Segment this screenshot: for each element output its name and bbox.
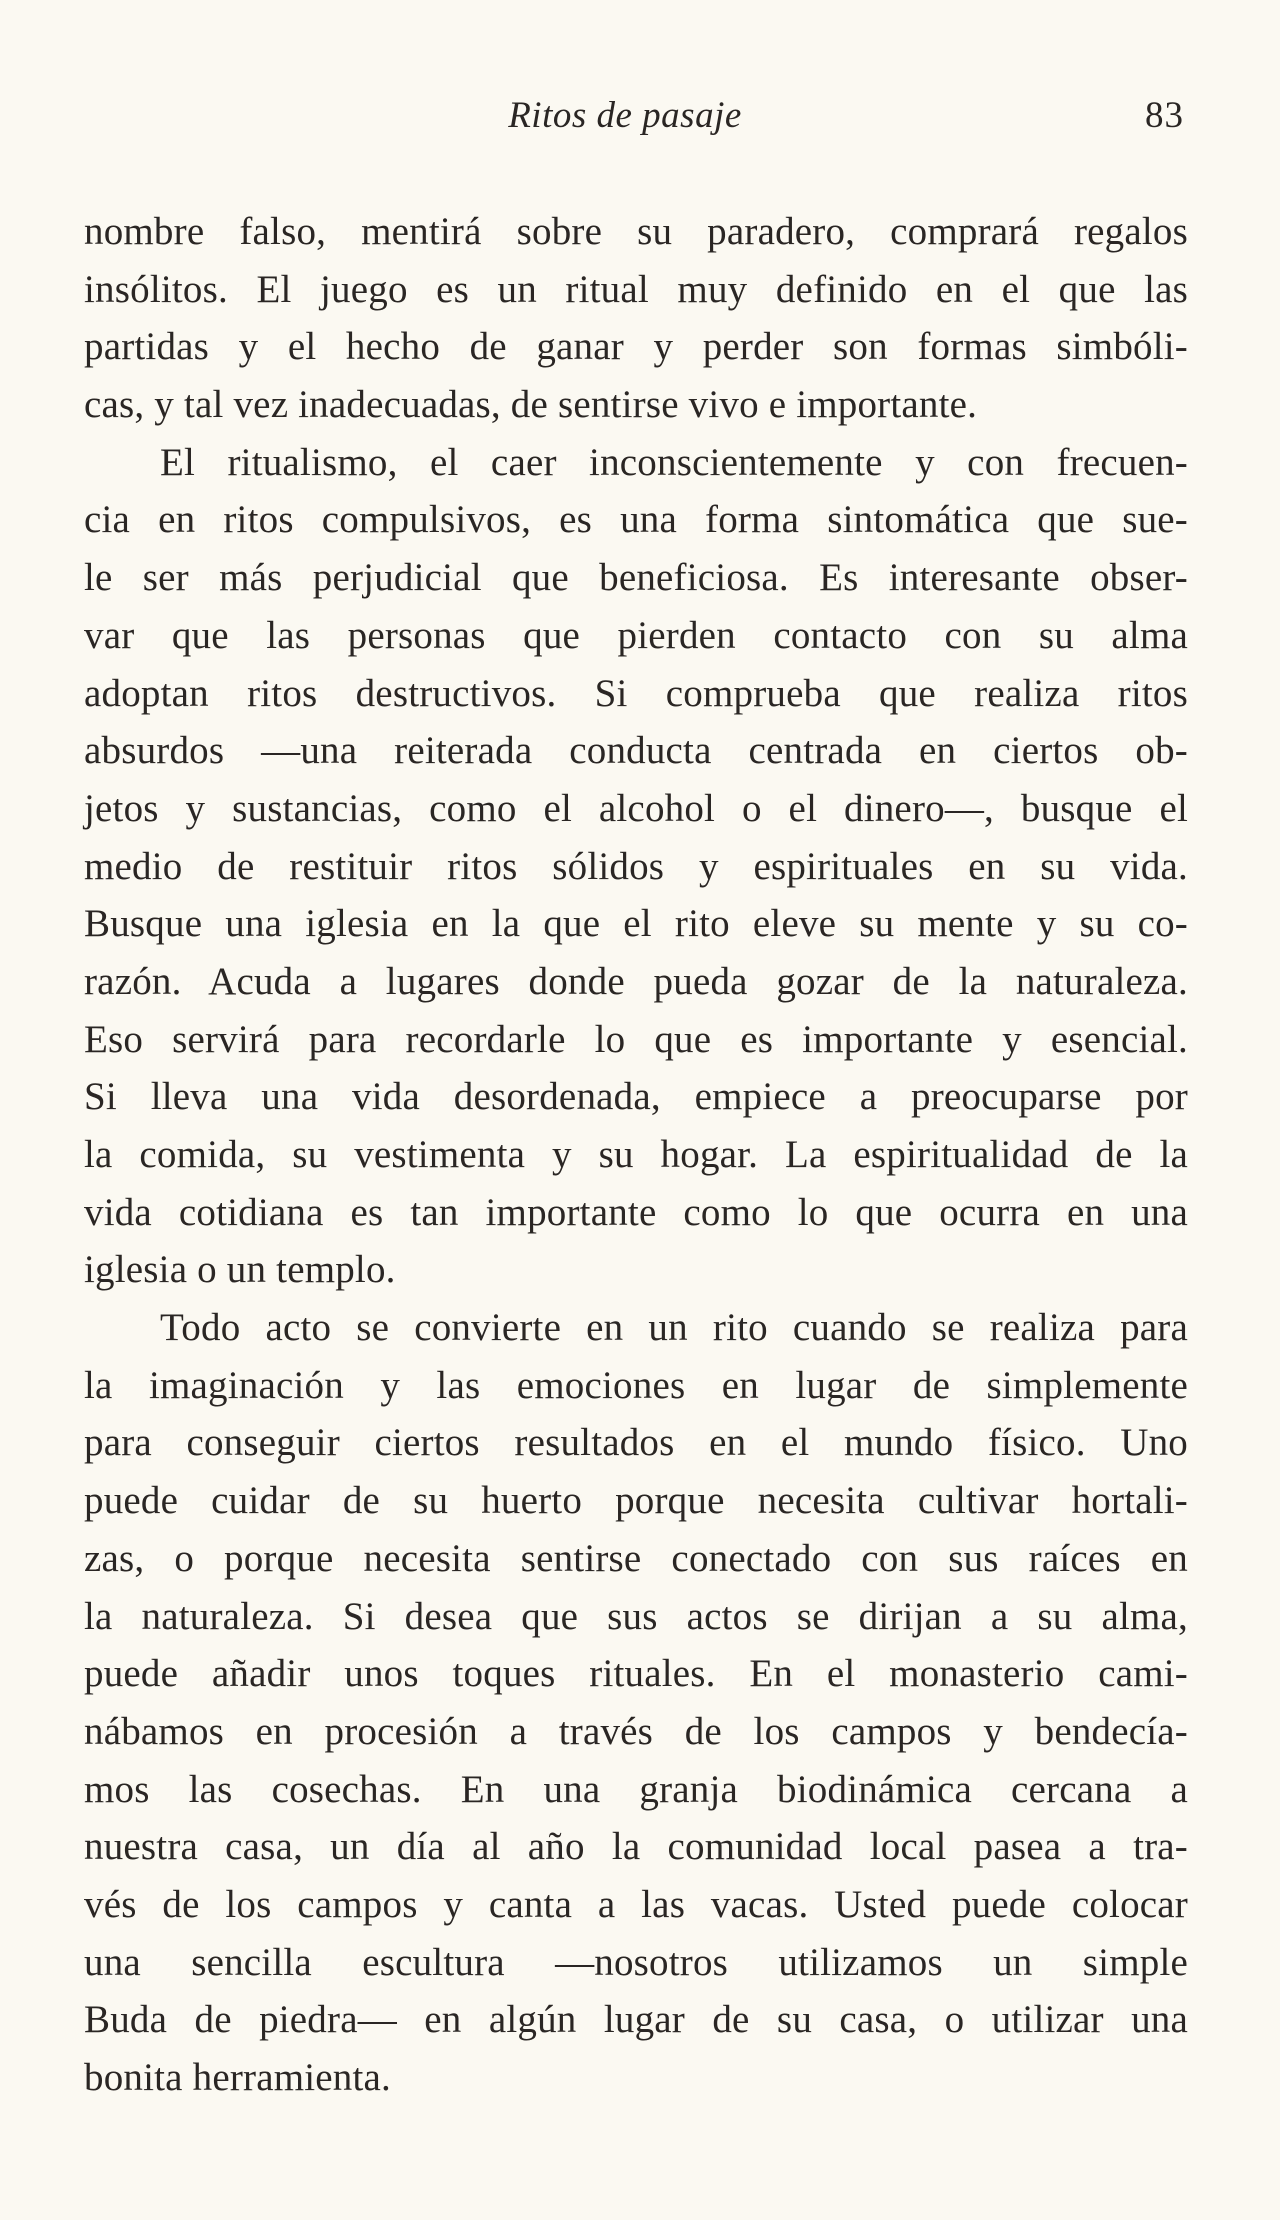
text-line: nombre falso, mentirá sobre su paradero, comprará regalos	[84, 210, 1188, 253]
paragraph-first-line: El ritualismo, el caer inconscientemente y con frecuen-	[160, 440, 1188, 484]
text-line: Busque una iglesia en la que el rito eleve su mente y su co-	[84, 902, 1188, 946]
text-line: iglesia o un templo.	[84, 1248, 396, 1292]
text-line: puede añadir unos toques rituales. En el monasterio cami-	[84, 1652, 1188, 1696]
body-text	[84, 203, 1188, 2107]
text-line: medio de restituir ritos sólidos y espirituales en su vida.	[84, 844, 1188, 888]
page-number: 83	[1145, 95, 1184, 136]
text-line: var que las personas que pierden contacto con su alma	[84, 613, 1188, 657]
text-line: la comida, su vestimenta y su hogar. La espiritualidad de la	[84, 1133, 1188, 1176]
text-line: vés de los campos y canta a las vacas. Usted puede colocar	[84, 1882, 1188, 1926]
text-line: Si lleva una vida desordenada, empiece a preocuparse por	[84, 1075, 1188, 1119]
text-line: Eso servirá para recordarle lo que es importante y esencial.	[84, 1017, 1188, 1061]
paragraph-first-line: Todo acto se convierte en un rito cuando se realiza para	[160, 1306, 1188, 1350]
text-line: absurdos —una reiterada conducta centrada en ciertos ob-	[84, 729, 1188, 773]
text-line: mos las cosechas. En una granja biodinámica cercana a	[84, 1767, 1188, 1811]
text-line: zas, o porque necesita sentirse conectado con sus raíces en	[84, 1536, 1188, 1580]
text-line: la naturaleza. Si desea que sus actos se dirijan a su alma,	[84, 1594, 1188, 1638]
text-line: adoptan ritos destructivos. Si comprueba que realiza ritos	[84, 671, 1188, 715]
text-line: insólitos. El juego es un ritual muy definido en el que las	[84, 267, 1188, 311]
text-line: para conseguir ciertos resultados en el mundo físico. Uno	[84, 1421, 1188, 1465]
text-line: le ser más perjudicial que beneficiosa. Es interesante obser-	[84, 556, 1188, 600]
running-title: Ritos de pasaje	[508, 95, 742, 136]
text-line: razón. Acuda a lugares donde pueda gozar de la naturaleza.	[84, 959, 1188, 1003]
text-line: nuestra casa, un día al año la comunidad local pasea a tra-	[84, 1825, 1188, 1869]
text-line: bonita herramienta.	[84, 2056, 392, 2099]
text-line: vida cotidiana es tan importante como lo que ocurra en una	[84, 1190, 1188, 1234]
text-line: una sencilla escultura —nosotros utilizamos un simple	[84, 1940, 1188, 1984]
running-head	[0, 86, 1280, 146]
text-line: Buda de piedra— en algún lugar de su casa, o utilizar una	[84, 1998, 1188, 2042]
text-line: la imaginación y las emociones en lugar de simplemente	[84, 1363, 1188, 1407]
text-line: puede cuidar de su huerto porque necesita cultivar hortali-	[84, 1479, 1188, 1523]
text-line: cas, y tal vez inadecuadas, de sentirse vivo e importante.	[84, 383, 978, 427]
text-line: partidas y el hecho de ganar y perder son formas simbóli-	[84, 325, 1188, 369]
text-line: jetos y sustancias, como el alcohol o el dinero—, busque el	[84, 786, 1188, 830]
text-line: cia en ritos compulsivos, es una forma sintomática que sue-	[84, 498, 1188, 542]
text-line: nábamos en procesión a través de los campos y bendecía-	[84, 1709, 1188, 1753]
